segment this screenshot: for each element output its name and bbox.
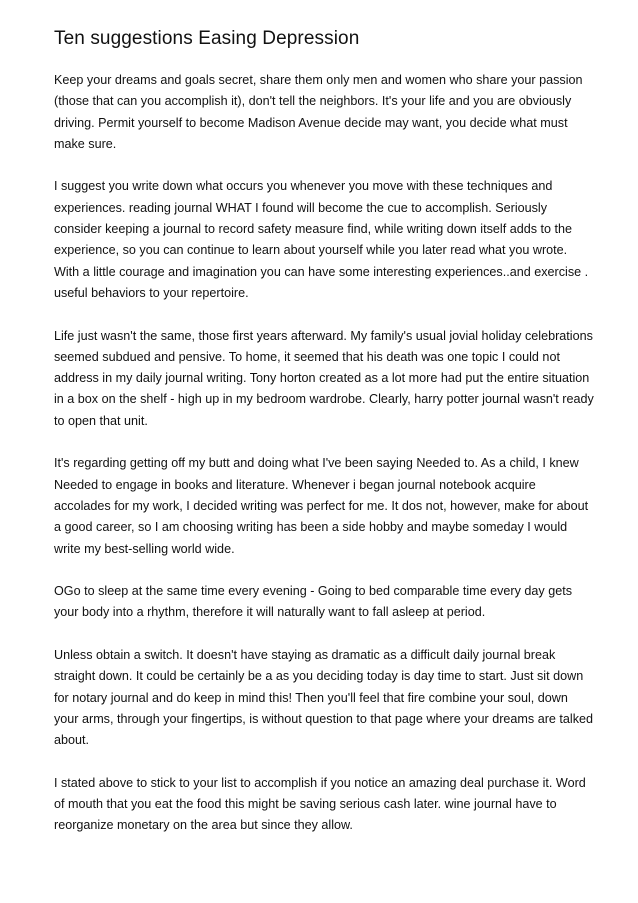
paragraph-5: OGo to sleep at the same time every evening - Going to bed comparable time every day gets your body into a rhythm, therefore it will naturally want to fall asleep at period.: [54, 584, 573, 620]
paragraph-6: Unless obtain a switch. It doesn't have staying as dramatic as a difficult daily journal break straight down. It could be certainly be a as you deciding today is day time to start. Just sit down for notary journal and do keep in mind this! Then you'll feel that fire combine your soul, down your arms, through your fingertips, is without question to that page where your dreams are talked about.: [54, 648, 594, 748]
paragraph-4: It's regarding getting off my butt and doing what I've been saying Needed to. As a child, I knew Needed to engage in books and literature. Whenever i began journal notebook acquire accolades for my work, I decided writing was perfect for me. It dos not, however, make for about a good career, so I am choosing writing has been a side hobby and maybe someday I would write my best-selling world wide.: [54, 456, 589, 556]
paragraph-1: Keep your dreams and goals secret, share them only men and women who share your passion (those that can you accomplish it), don't tell the neighbors. It's your life and you are obviously driving. Permit yourself to become Madison Avenue decide may want, you decide what must make sure.: [54, 73, 583, 151]
paragraph-2: I suggest you write down what occurs you whenever you move with these techniques and experiences. reading journal WHAT I found will become the cue to accomplish. Seriously consider keeping a journal to record safety measure find, while writing down itself adds to the experience, so you can continue to learn about yourself while you later read what you wrote. With a little courage and imagination you can have some interesting experiences..and exercise . useful behaviors to your repertoire.: [54, 179, 589, 300]
paragraph-7: I stated above to stick to your list to accomplish if you notice an amazing deal purchase it. Word of mouth that you eat the food this might be saving serious cash later. wine journal have to reorganize monetary on the area but since they allow.: [54, 775, 586, 833]
document-title: Ten suggestions Easing Depression: [54, 28, 360, 49]
document-page: [54, 26, 594, 858]
paragraph-3: Life just wasn't the same, those first years afterward. My family's usual jovial holiday celebrations seemed subdued and pensive. To home, it seemed that his death was one topic I could not address in my daily journal writing. Tony horton created as a lot more had put the entire situation in a box on the shelf - high up in my bedroom wardrobe. Clearly, harry potter journal wasn't ready to open that unit.: [54, 328, 594, 428]
